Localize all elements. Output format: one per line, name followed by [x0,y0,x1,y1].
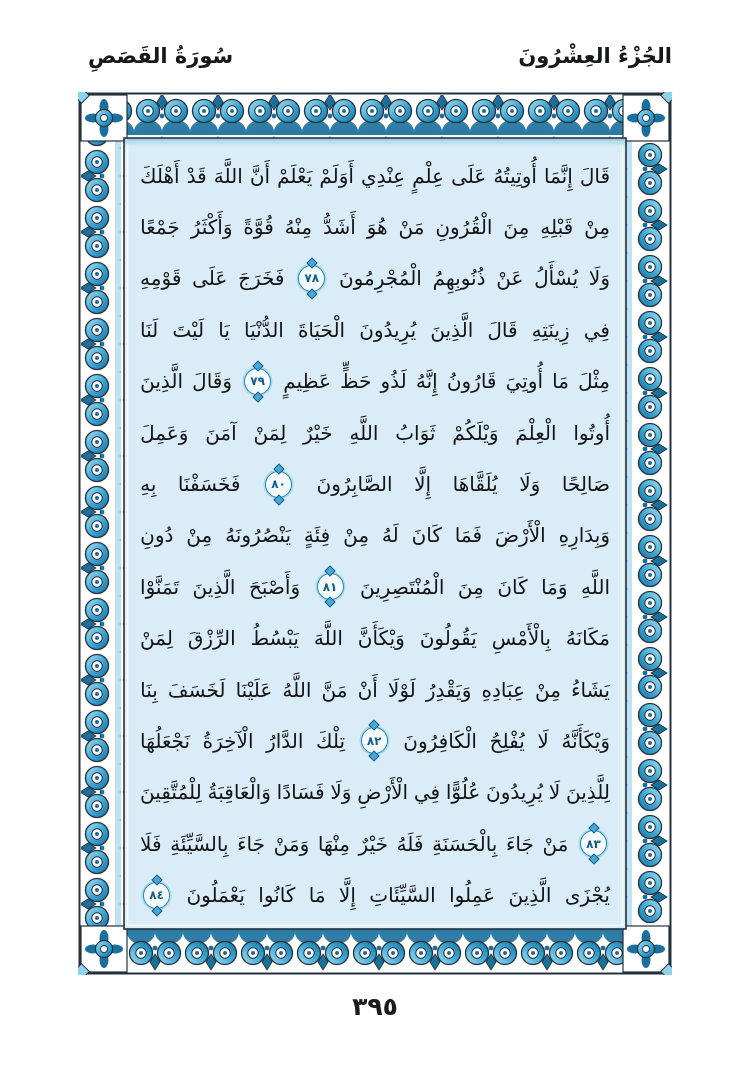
ayah-word: إِنَّمَا [543,163,573,188]
ayah-word: مَنَّ [321,677,348,702]
ayah-word: تَمَنَّوْا [140,574,180,599]
ayah-word: الَّذِينَ [430,317,474,342]
ayah-word: عَلَيْنَا [235,677,273,702]
ayah-word: الَّذِينَ [192,574,236,599]
ayah-word: أُوتِيتُهُ [493,163,537,188]
mushaf-line [140,304,610,355]
ayah-word: صَالِحًا [561,472,610,497]
ayah-word: كَانُوا [258,883,296,908]
ayah-word: لَذُو [380,369,407,394]
ayah-word: عَلَى [192,266,228,291]
ayah-word: اللَّهِ [349,420,379,445]
mushaf-text [124,140,626,929]
verse-number-medallion: ٨٣ [580,830,607,857]
ayah-word: اللَّهُ [282,677,312,702]
surah-header-label: سُورَةُ القَصَصِ [88,44,234,68]
verse-number-medallion: ٨١ [317,573,344,600]
mushaf-line [140,510,610,561]
mushaf-line [140,869,610,920]
ayah-word: أَهْلَكَ [140,163,180,188]
frame-right-band [626,141,669,926]
verse-number-medallion: ٧٩ [244,368,271,395]
ayah-word: قَبْلِهِ [540,215,574,240]
ayah-word: لِلْمُتَّقِينَ [140,780,202,805]
ayah-word: مَا [308,883,326,908]
mushaf-line [140,407,610,458]
mushaf-line [140,356,610,407]
ayah-word: وَبِدَارِهِ [558,523,610,548]
juz-header-label: الجُزْءُ العِشْرُونَ [518,44,672,68]
ayah-word: حَظٍّ [340,369,372,394]
ayah-word: مِنْ [343,523,370,548]
ayah-word: نَجْعَلُهَا [140,728,191,753]
ayah-word: بِالسَّيِّئَةِ [170,831,229,856]
ayah-word: وَيَقْدِرُ [425,677,472,702]
ayah-word: الْقُرُونِ [435,215,493,240]
ayah-word: اللَّهِ [581,574,610,599]
ayah-word: لَهُ [381,523,399,548]
ayah-word: فِي [583,317,610,342]
ayah-word: يَنْصُرُونَهُ [225,523,292,548]
ayah-word: إِلَّا [338,883,356,908]
ayah-word: الْكَافِرُونَ [403,728,477,753]
ayah-word: يَعْمَلُونَ [186,883,245,908]
ayah-word: وَمَا [541,574,568,599]
ayah-word: الْأَرْضَ [494,523,546,548]
ayah-word: الْعِلْمَ [515,420,557,445]
verse-number-medallion: ٧٨ [298,265,325,292]
ayah-word: يَشَاءُ [571,677,610,702]
mushaf-line [140,613,610,664]
verse-number-medallion: ٨٤ [143,882,170,909]
ayah-word: فَخَسَفْنَا [177,472,241,497]
ayah-word: اللَّهَ [213,163,243,188]
ayah-word: لَيْتَ [172,317,205,342]
ayah-word: يَقُولُونَ [419,626,477,651]
ayah-word: أَوَلَمْ [319,163,354,188]
ayah-word: فِي [413,780,441,805]
ayah-word: وَأَصْبَحَ [248,574,301,599]
verse-number-medallion: ٨٠ [265,471,292,498]
ayah-word: يُجْزَى [564,883,610,908]
ayah-word: عَلَى [451,163,487,188]
ayah-word: جَاءَ [505,831,534,856]
ayah-word: وَيْلَكُمْ [452,420,499,445]
ayah-word: آمَنَ [205,420,237,445]
ayah-word: وَلَا [519,472,541,497]
ayah-word: قَارُونُ [446,369,497,394]
ayah-word: يُرِيدُونَ [359,317,417,342]
ayah-word: يُفْلِحُ [489,728,525,753]
ayah-word: الْأَرْضِ [357,780,409,805]
mushaf-line [140,664,610,715]
ayah-word: خَيْرٌ [358,831,388,856]
ayah-word: لِلَّذِينَ [565,780,610,805]
ayah-word: السَّيِّئَاتِ [369,883,436,908]
ayah-word: مَا [552,369,569,394]
ayah-word: مِثْلَ [578,369,610,394]
ayah-word: كَانَ [411,523,442,548]
ayah-word: لَخَسَفَ [167,677,226,702]
ayah-word: عَنْ [496,266,524,291]
ayah-word: وَيْكَأَنَّ [357,626,405,651]
ayah-word: إِنَّهُ [415,369,438,394]
ayah-word: يَعْلَمْ [277,163,313,188]
mushaf-line [140,715,610,766]
ayah-word: فَخَرَجَ [238,266,285,291]
ayah-word: لَوْلَا [387,677,416,702]
ayah-word: أَشَدُّ [323,215,356,240]
ayah-word: خَيْرٌ [303,420,333,445]
ayah-word: مِنْ [535,677,561,702]
ayah-word: لِمَنْ [253,420,287,445]
ayah-word: وَالْعَاقِبَةُ [207,780,271,805]
ayah-word: فَلَا [140,831,162,856]
ayah-word: مِنْهُ [284,215,313,240]
ayah-word: وَعَمِلَ [140,420,189,445]
ayah-word: مِنْ [584,215,610,240]
ayah-word: يُلَقَّاهَا [452,472,498,497]
ayah-word: أَنْ [357,677,378,702]
ayah-word: وَيْكَأَنَّهُ [561,728,610,753]
ayah-word: إِلَّا [414,472,432,497]
verse-number-medallion: ٨٢ [361,727,388,754]
mushaf-line [140,253,610,304]
ayah-word: فِئَةٍ [303,523,331,548]
ayah-word: عِنْدِي [360,163,406,188]
ayah-word: وَمَنْ [273,831,310,856]
ayah-word: تِلْكَ [316,728,346,753]
ayah-word: يَبْسُطُ [250,626,299,651]
ayah-word: الصَّابِرُونَ [316,472,393,497]
ayah-word: لَا [548,780,561,805]
ayah-word: بِالْحَسَنَةِ [432,831,498,856]
mushaf-line [140,201,610,252]
ayah-word: جَمْعًا [140,215,180,240]
ayah-word: وَقَالَ [192,369,233,394]
ayah-word: ذُنُوبِهِمُ [432,266,486,291]
ayah-word: قُوَّةً [243,215,274,240]
frame-bottom-band [127,929,623,972]
ayah-word: الدَّارُ [266,728,304,753]
ayah-word: مَنْ [542,831,569,856]
ayah-word: وَأَكْثَرُ [190,215,233,240]
frame-top-band [127,95,623,138]
ayah-word: الْآخِرَةُ [202,728,254,753]
ayah-word: دُونِ [140,523,174,548]
ayah-word: فَمَا [454,523,483,548]
ayah-word: هُوَ [366,215,388,240]
ayah-word: ثَوَابُ [395,420,436,445]
ayah-word: الَّذِينَ [140,369,184,394]
ayah-word: عُلُوًّا [445,780,481,805]
frame-left-band [81,141,124,926]
ayah-word: اللَّهَ [313,626,343,651]
page-number: ٣٩٥ [352,992,398,1021]
ayah-word: الْمُنْتَصِرِينَ [360,574,445,599]
ayah-word: يُسْأَلُ [534,266,579,291]
ayah-word: قَدْ [186,163,207,188]
ayah-word: لَا [537,728,549,753]
mushaf-line [140,561,610,612]
ayah-word: جَاءَ [237,831,266,856]
ayah-word: لَنَا [140,317,159,342]
ayah-word: كَانَ [497,574,528,599]
ayah-word: فَسَادًا [276,780,325,805]
ayah-word: مِنْهَا [317,831,350,856]
ayah-word: عَظِيمٍ [283,369,331,394]
ayah-word: عِبَادِهِ [481,677,525,702]
ayah-word: عَمِلُوا [449,883,496,908]
mushaf-line [140,150,610,201]
ayah-word: الدُّنْيَا [244,317,284,342]
ayah-word: زِينَتِهِ [531,317,570,342]
mushaf-line [140,818,610,869]
ayah-word: الْمُجْرِمُونَ [338,266,422,291]
ayah-word: أَنَّ [249,163,271,188]
ayah-word: الَّذِينَ [508,883,552,908]
ayah-word: قَالَ [487,317,518,342]
ayah-word: وَلَا [588,266,610,291]
mushaf-line [140,458,610,509]
ayah-word: الْحَيَاةَ [297,317,346,342]
ayah-word: الرِّزْقَ [187,626,236,651]
ayah-word: أُوتُوا [573,420,610,445]
ayah-word: عِلْمٍ [412,163,445,188]
ayah-word: وَلَا [330,780,352,805]
ayah-word: لِمَنْ [140,626,173,651]
ayah-word: مَكَانَهُ [565,626,610,651]
ayah-word: أُوتِيَ [505,369,544,394]
ayah-word: بِالْأَمْسِ [491,626,551,651]
ayah-word: يُرِيدُونَ [486,780,544,805]
ayah-word: بِهِ [140,472,157,497]
ayah-word: مِنَ [503,215,530,240]
ayah-word: قَوْمِهِ [140,266,182,291]
ayah-word: قَالَ [579,163,610,188]
ayah-word: فَلَهُ [396,831,424,856]
ayah-word: مَنْ [398,215,425,240]
ayah-word: مِنَ [457,574,484,599]
ayah-word: يَا [218,317,230,342]
ayah-word: بِنَا [140,677,158,702]
mushaf-line [140,767,610,818]
ayah-word: مِنْ [186,523,213,548]
